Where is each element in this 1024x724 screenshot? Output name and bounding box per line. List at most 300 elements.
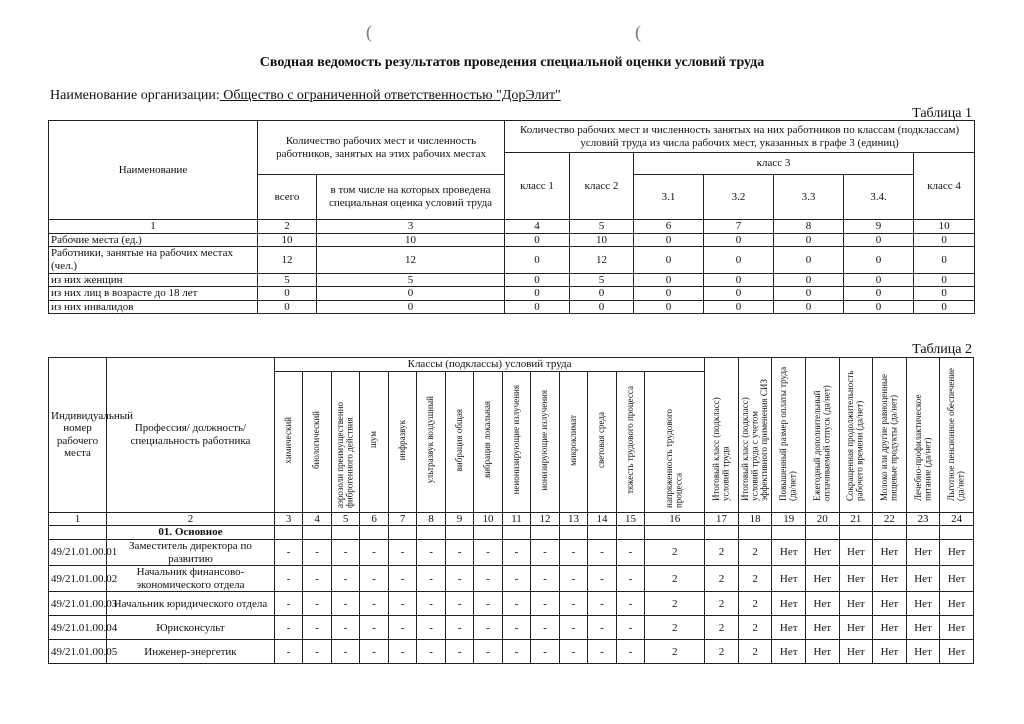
t2-row-value: - bbox=[388, 640, 416, 664]
t2-header-factor-label: химический bbox=[282, 416, 293, 464]
t2-header-profession: Профессия/ должность/ специальность работника bbox=[107, 358, 275, 513]
t2-section-empty bbox=[49, 526, 107, 540]
t2-row-value: 2 bbox=[645, 592, 705, 616]
t2-header-factor bbox=[588, 372, 616, 513]
t2-row-value: - bbox=[417, 592, 445, 616]
t2-row-value: 2 bbox=[705, 592, 739, 616]
t2-row-value: - bbox=[502, 592, 530, 616]
t2-col-number: 17 bbox=[705, 512, 739, 526]
t2-row-value: Нет bbox=[906, 592, 940, 616]
t2-row-value: 2 bbox=[738, 640, 772, 664]
t2-row-value: - bbox=[274, 566, 302, 592]
t2-col-number: 6 bbox=[360, 512, 388, 526]
t2-row-value: - bbox=[303, 566, 331, 592]
t2-row-profession: Юрисконсульт bbox=[107, 616, 275, 640]
t1-header-total: всего bbox=[258, 175, 317, 220]
t2-row-value: - bbox=[303, 616, 331, 640]
t2-col-number: 19 bbox=[772, 512, 806, 526]
t2-row-value: - bbox=[445, 566, 473, 592]
t1-row-value: 0 bbox=[704, 247, 774, 273]
t2-header-extra-label: Лечебно-профилактическое питание (да/нет) bbox=[912, 394, 932, 501]
t2-section-empty bbox=[531, 526, 559, 540]
t1-header-class2: класс 2 bbox=[570, 153, 634, 220]
t2-section-empty bbox=[940, 526, 974, 540]
t1-header-workplaces: Количество рабочих мест и численность работников, занятых на этих рабочих местах bbox=[258, 121, 505, 175]
t1-row-value: 0 bbox=[634, 300, 704, 314]
t2-header-extra bbox=[873, 358, 907, 513]
t2-header-factor bbox=[417, 372, 445, 513]
t2-section-title: 01. Основное bbox=[107, 526, 275, 540]
t1-row-label: Работники, занятые на рабочих местах (чел.) bbox=[49, 247, 258, 273]
t1-row-value: 12 bbox=[317, 247, 505, 273]
t2-row-value: - bbox=[388, 616, 416, 640]
t1-header-sub-3-1: 3.1 bbox=[634, 175, 704, 220]
t2-row-id: 49/21.01.00.01 bbox=[49, 539, 107, 565]
t2-row-id: 49/21.01.00.05 bbox=[49, 640, 107, 664]
t2-header-factor bbox=[616, 372, 644, 513]
t1-col-number: 9 bbox=[844, 220, 914, 234]
table-row bbox=[49, 233, 975, 247]
t2-col-number: 12 bbox=[531, 512, 559, 526]
t2-col-number: 4 bbox=[303, 512, 331, 526]
t1-row-label: из них инвалидов bbox=[49, 300, 258, 314]
t1-row-value: 10 bbox=[570, 233, 634, 247]
t2-header-factor-label: напряженность трудового процесса bbox=[664, 409, 684, 508]
t2-header-factor-label: микроклимат bbox=[567, 414, 578, 466]
t1-row-value: 0 bbox=[704, 233, 774, 247]
t2-column-numbers bbox=[49, 512, 974, 526]
t2-row-value: - bbox=[331, 616, 359, 640]
t1-col-number: 1 bbox=[49, 220, 258, 234]
t1-header-name: Наименование bbox=[49, 121, 258, 220]
t2-col-number: 13 bbox=[559, 512, 587, 526]
t2-header-extra bbox=[805, 358, 839, 513]
t2-row-value: 2 bbox=[705, 566, 739, 592]
t2-section-empty bbox=[588, 526, 616, 540]
t2-row-value: 2 bbox=[738, 592, 772, 616]
t2-row-value: - bbox=[559, 592, 587, 616]
t1-row-value: 0 bbox=[844, 247, 914, 273]
t1-row-value: 0 bbox=[258, 300, 317, 314]
t2-header-factor-label: биологический bbox=[311, 410, 322, 470]
t1-row-value: 0 bbox=[844, 300, 914, 314]
t1-row-value: 0 bbox=[774, 287, 844, 301]
t1-col-number: 5 bbox=[570, 220, 634, 234]
t1-row-value: 0 bbox=[914, 287, 975, 301]
t2-row-value: - bbox=[588, 566, 616, 592]
t2-row-value: 2 bbox=[738, 616, 772, 640]
t2-row-value: - bbox=[274, 640, 302, 664]
t2-row-value: 2 bbox=[645, 566, 705, 592]
t1-header-class1: класс 1 bbox=[505, 153, 570, 220]
t2-row-value: - bbox=[616, 592, 644, 616]
t2-row-value: - bbox=[303, 592, 331, 616]
t2-header-classes: Классы (подклассы) условий труда bbox=[274, 358, 704, 372]
t2-row-value: 2 bbox=[645, 539, 705, 565]
t2-header-extra-label: Итоговый класс (подкласс) условий труда bbox=[711, 397, 731, 501]
t2-section-empty bbox=[445, 526, 473, 540]
t2-row-value: Нет bbox=[940, 566, 974, 592]
t1-row-value: 0 bbox=[317, 287, 505, 301]
t2-row-value: 2 bbox=[645, 616, 705, 640]
t2-section-empty bbox=[839, 526, 873, 540]
t2-row-value: - bbox=[559, 539, 587, 565]
t2-header-factor bbox=[303, 372, 331, 513]
t2-section-empty bbox=[805, 526, 839, 540]
scan-mark-left: ( bbox=[366, 22, 372, 42]
t2-row-value: Нет bbox=[906, 640, 940, 664]
t2-row-id: 49/21.01.00.02 bbox=[49, 566, 107, 592]
t2-row-value: - bbox=[274, 539, 302, 565]
t1-row-value: 0 bbox=[505, 247, 570, 273]
table-row bbox=[49, 539, 974, 565]
t2-section-empty bbox=[738, 526, 772, 540]
t2-row-value: 2 bbox=[738, 539, 772, 565]
t2-row-value: 2 bbox=[738, 566, 772, 592]
t1-header-sub-3-2: 3.2 bbox=[704, 175, 774, 220]
t2-row-value: - bbox=[360, 539, 388, 565]
t1-row-value: 0 bbox=[774, 273, 844, 287]
t2-col-number: 5 bbox=[331, 512, 359, 526]
t1-row-value: 0 bbox=[634, 287, 704, 301]
t2-section-empty bbox=[474, 526, 502, 540]
t2-row-value: Нет bbox=[873, 539, 907, 565]
t1-col-number: 4 bbox=[505, 220, 570, 234]
t2-row-value: - bbox=[531, 592, 559, 616]
t1-row-value: 0 bbox=[317, 300, 505, 314]
t1-header-class4: класс 4 bbox=[914, 153, 975, 220]
t1-column-numbers bbox=[49, 220, 975, 234]
table-row bbox=[49, 616, 974, 640]
table-row bbox=[49, 247, 975, 273]
t2-row-id: 49/21.01.00.03 bbox=[49, 592, 107, 616]
t1-col-number: 10 bbox=[914, 220, 975, 234]
t2-row-value: Нет bbox=[839, 616, 873, 640]
t1-col-number: 7 bbox=[704, 220, 774, 234]
t2-row-value: - bbox=[331, 539, 359, 565]
t1-row-value: 0 bbox=[914, 233, 975, 247]
t2-header-factor bbox=[274, 372, 302, 513]
summary-table bbox=[48, 120, 975, 314]
t1-row-label: из них лиц в возрасте до 18 лет bbox=[49, 287, 258, 301]
t2-row-value: - bbox=[445, 539, 473, 565]
t2-row-value: - bbox=[388, 566, 416, 592]
t2-row-value: - bbox=[474, 592, 502, 616]
t2-section-empty bbox=[645, 526, 705, 540]
t1-row-value: 0 bbox=[914, 273, 975, 287]
t2-row-value: - bbox=[474, 640, 502, 664]
t2-col-number: 24 bbox=[940, 512, 974, 526]
t1-row-value: 0 bbox=[505, 273, 570, 287]
t2-row-value: - bbox=[474, 539, 502, 565]
t2-col-number: 10 bbox=[474, 512, 502, 526]
t2-col-number: 9 bbox=[445, 512, 473, 526]
t2-row-value: Нет bbox=[839, 592, 873, 616]
t2-row-value: - bbox=[445, 616, 473, 640]
t1-row-value: 0 bbox=[704, 287, 774, 301]
t2-col-number: 21 bbox=[839, 512, 873, 526]
table-row bbox=[49, 273, 975, 287]
t2-row-value: Нет bbox=[805, 640, 839, 664]
t2-row-profession: Начальник финансово-экономического отдела bbox=[107, 566, 275, 592]
t2-section-empty bbox=[906, 526, 940, 540]
t2-header-factor-label: аэрозоли преимущественно фиброгенного действия bbox=[335, 401, 355, 508]
t2-header-factor-label: инфразвук bbox=[396, 419, 407, 461]
t2-section-empty bbox=[772, 526, 806, 540]
t2-row-value: - bbox=[531, 539, 559, 565]
table-row bbox=[49, 592, 974, 616]
t2-row-value: Нет bbox=[940, 592, 974, 616]
t2-row-value: 2 bbox=[705, 616, 739, 640]
t1-row-value: 0 bbox=[774, 233, 844, 247]
t2-row-value: Нет bbox=[873, 592, 907, 616]
t2-row-value: Нет bbox=[839, 640, 873, 664]
t2-col-number: 3 bbox=[274, 512, 302, 526]
t2-row-value: - bbox=[417, 566, 445, 592]
t1-row-value: 0 bbox=[914, 247, 975, 273]
t1-header-sub-3-4: 3.4. bbox=[844, 175, 914, 220]
t2-row-id: 49/21.01.00.04 bbox=[49, 616, 107, 640]
t2-row-value: Нет bbox=[940, 616, 974, 640]
t2-row-value: - bbox=[531, 566, 559, 592]
t2-header-extra-label: Льготное пенсионное обеспечение (да/нет) bbox=[946, 368, 966, 501]
t2-row-value: - bbox=[360, 640, 388, 664]
t2-col-number: 23 bbox=[906, 512, 940, 526]
table-row bbox=[49, 287, 975, 301]
t2-header-factor-label: ультразвук воздушный bbox=[425, 396, 436, 484]
t2-row-value: - bbox=[559, 616, 587, 640]
t2-header-extra bbox=[772, 358, 806, 513]
t2-col-number: 18 bbox=[738, 512, 772, 526]
organization-label: Наименование организации: bbox=[50, 88, 220, 103]
t2-header-extra-label: Итоговый класс (подкласс) условий труда с учетом эффективного применения СИЗ bbox=[739, 379, 769, 501]
t2-row-value: Нет bbox=[873, 566, 907, 592]
t1-row-value: 0 bbox=[774, 247, 844, 273]
t2-col-number: 7 bbox=[388, 512, 416, 526]
scan-mark-right: ( bbox=[635, 22, 641, 42]
t2-row-value: Нет bbox=[772, 539, 806, 565]
t2-col-number: 15 bbox=[616, 512, 644, 526]
t2-row-value: Нет bbox=[873, 640, 907, 664]
t1-row-value: 0 bbox=[570, 300, 634, 314]
t2-col-number: 2 bbox=[107, 512, 275, 526]
t2-row-value: - bbox=[531, 616, 559, 640]
t1-row-value: 0 bbox=[634, 247, 704, 273]
t2-row-value: Нет bbox=[873, 616, 907, 640]
t1-row-value: 0 bbox=[505, 233, 570, 247]
t2-row-value: - bbox=[588, 592, 616, 616]
t1-row-value: 12 bbox=[258, 247, 317, 273]
t2-header-factor bbox=[360, 372, 388, 513]
t2-row-value: Нет bbox=[772, 616, 806, 640]
t2-row-value: Нет bbox=[940, 640, 974, 664]
t2-col-number: 16 bbox=[645, 512, 705, 526]
table2-caption: Таблица 2 bbox=[912, 342, 972, 357]
t1-row-value: 5 bbox=[317, 273, 505, 287]
t2-section-empty bbox=[303, 526, 331, 540]
t2-header-factor bbox=[531, 372, 559, 513]
t1-col-number: 3 bbox=[317, 220, 505, 234]
t2-row-value: 2 bbox=[645, 640, 705, 664]
t1-row-value: 0 bbox=[570, 287, 634, 301]
t2-header-extra bbox=[839, 358, 873, 513]
t2-row-value: Нет bbox=[805, 566, 839, 592]
t2-col-number: 8 bbox=[417, 512, 445, 526]
t2-col-number: 20 bbox=[805, 512, 839, 526]
t2-row-value: - bbox=[388, 539, 416, 565]
t2-header-factor bbox=[331, 372, 359, 513]
t2-row-value: - bbox=[417, 539, 445, 565]
t2-header-factor-label: световая среда bbox=[596, 412, 607, 468]
t2-header-extra-label: Сокращенная продолжительность рабочего времени (да/нет) bbox=[845, 370, 865, 501]
t1-row-value: 0 bbox=[704, 300, 774, 314]
t2-section-row bbox=[49, 526, 974, 540]
table-row bbox=[49, 640, 974, 664]
t2-header-factor-label: неионизирующие излучения bbox=[510, 385, 521, 495]
t2-header-factor bbox=[388, 372, 416, 513]
t2-row-value: Нет bbox=[772, 566, 806, 592]
t2-header-factor bbox=[474, 372, 502, 513]
t2-row-value: - bbox=[502, 539, 530, 565]
t2-row-value: - bbox=[588, 640, 616, 664]
organization-line bbox=[50, 88, 561, 104]
t1-row-value: 0 bbox=[914, 300, 975, 314]
t1-row-value: 5 bbox=[258, 273, 317, 287]
t2-header-id: Индивидуальный номер рабочего места bbox=[49, 358, 107, 513]
t2-section-empty bbox=[274, 526, 302, 540]
t2-row-value: - bbox=[559, 640, 587, 664]
t1-row-value: 10 bbox=[317, 233, 505, 247]
t2-section-empty bbox=[705, 526, 739, 540]
document-title: Сводная ведомость результатов проведения специальной оценки условий труда bbox=[259, 55, 765, 70]
t1-row-value: 0 bbox=[844, 287, 914, 301]
t2-header-extra bbox=[738, 358, 772, 513]
t1-col-number: 2 bbox=[258, 220, 317, 234]
t2-row-value: 2 bbox=[705, 640, 739, 664]
t2-header-factor-label: ионизирующие излучения bbox=[539, 389, 550, 491]
t1-row-value: 0 bbox=[844, 233, 914, 247]
t2-header-factor bbox=[645, 372, 705, 513]
t2-header-extra-label: Повышенный размер оплаты труда (да/нет) bbox=[778, 366, 798, 501]
t2-row-value: - bbox=[474, 566, 502, 592]
t2-header-extra-label: Молоко или другие равноценные пищевые продукты (да/нет) bbox=[878, 374, 899, 501]
t2-row-value: - bbox=[303, 539, 331, 565]
t2-row-value: - bbox=[417, 616, 445, 640]
t1-header-sub-3-3: 3.3 bbox=[774, 175, 844, 220]
t2-row-value: - bbox=[388, 592, 416, 616]
t2-header-factor-label: вибрация общая bbox=[453, 408, 464, 472]
t2-row-value: 2 bbox=[705, 539, 739, 565]
t2-section-empty bbox=[559, 526, 587, 540]
organization-name: Общество с ограниченной ответственностью "ДорЭлит" bbox=[219, 88, 561, 103]
t2-row-value: - bbox=[502, 616, 530, 640]
t2-row-value: - bbox=[331, 640, 359, 664]
t2-section-empty bbox=[360, 526, 388, 540]
t2-col-number: 1 bbox=[49, 512, 107, 526]
t2-section-empty bbox=[331, 526, 359, 540]
t1-row-label: Рабочие места (ед.) bbox=[49, 233, 258, 247]
t2-header-factor bbox=[445, 372, 473, 513]
t2-row-value: - bbox=[360, 592, 388, 616]
t2-row-value: - bbox=[303, 640, 331, 664]
t2-row-value: - bbox=[616, 566, 644, 592]
t2-row-value: Нет bbox=[805, 616, 839, 640]
t1-header-classes: Количество рабочих мест и численность занятых на них работников по классам (подклассам) условий труда из числа рабочих мест, указанных в графе 3 (единиц) bbox=[505, 121, 975, 153]
t2-row-value: Нет bbox=[906, 616, 940, 640]
t1-row-value: 0 bbox=[505, 300, 570, 314]
t2-row-profession: Инженер-энергетик bbox=[107, 640, 275, 664]
t2-header-extra-label: Ежегодный дополнительный оплачиваемый отпуск (да/нет) bbox=[811, 385, 832, 501]
t2-row-value: Нет bbox=[906, 566, 940, 592]
t2-header-factor-label: тяжесть трудового процесса bbox=[624, 386, 635, 494]
t2-header-factor bbox=[559, 372, 587, 513]
t2-row-value: Нет bbox=[906, 539, 940, 565]
t1-row-value: 12 bbox=[570, 247, 634, 273]
t1-col-number: 8 bbox=[774, 220, 844, 234]
t1-col-number: 6 bbox=[634, 220, 704, 234]
t2-col-number: 14 bbox=[588, 512, 616, 526]
t1-row-value: 0 bbox=[844, 273, 914, 287]
t2-row-profession: Начальник юридического отдела bbox=[107, 592, 275, 616]
t2-section-empty bbox=[417, 526, 445, 540]
t2-header-factor-label: вибрация локальная bbox=[482, 401, 493, 479]
t1-header-class3: класс 3 bbox=[634, 153, 914, 175]
t1-row-value: 5 bbox=[570, 273, 634, 287]
t2-header-extra bbox=[906, 358, 940, 513]
t1-row-label: из них женщин bbox=[49, 273, 258, 287]
t1-row-value: 10 bbox=[258, 233, 317, 247]
t2-row-value: Нет bbox=[805, 592, 839, 616]
t2-col-number: 22 bbox=[873, 512, 907, 526]
t1-row-value: 0 bbox=[634, 233, 704, 247]
t2-row-value: Нет bbox=[772, 592, 806, 616]
t2-header-factor bbox=[502, 372, 530, 513]
t2-section-empty bbox=[616, 526, 644, 540]
t2-row-value: - bbox=[474, 616, 502, 640]
table-row bbox=[49, 566, 974, 592]
t1-row-value: 0 bbox=[774, 300, 844, 314]
t2-row-value: Нет bbox=[839, 566, 873, 592]
t2-section-empty bbox=[388, 526, 416, 540]
t2-row-value: - bbox=[616, 640, 644, 664]
t1-row-value: 0 bbox=[258, 287, 317, 301]
t2-row-value: - bbox=[331, 592, 359, 616]
t2-section-empty bbox=[873, 526, 907, 540]
t2-row-value: - bbox=[616, 616, 644, 640]
table1-caption: Таблица 1 bbox=[912, 106, 972, 121]
table-row bbox=[49, 300, 975, 314]
t2-row-value: - bbox=[360, 566, 388, 592]
t2-row-value: - bbox=[445, 640, 473, 664]
t1-row-value: 0 bbox=[704, 273, 774, 287]
t1-row-value: 0 bbox=[634, 273, 704, 287]
t2-row-value: - bbox=[531, 640, 559, 664]
t2-row-value: - bbox=[616, 539, 644, 565]
t2-row-value: - bbox=[502, 640, 530, 664]
t2-row-value: - bbox=[445, 592, 473, 616]
t2-row-value: Нет bbox=[772, 640, 806, 664]
workplaces-table bbox=[48, 357, 974, 664]
t2-row-profession: Заместитель директора по развитию bbox=[107, 539, 275, 565]
t2-row-value: - bbox=[588, 616, 616, 640]
t2-row-value: - bbox=[588, 539, 616, 565]
t2-row-value: - bbox=[274, 592, 302, 616]
t2-header-extra bbox=[705, 358, 739, 513]
t2-row-value: Нет bbox=[805, 539, 839, 565]
t2-row-value: - bbox=[331, 566, 359, 592]
t1-row-value: 0 bbox=[505, 287, 570, 301]
t2-row-value: - bbox=[502, 566, 530, 592]
